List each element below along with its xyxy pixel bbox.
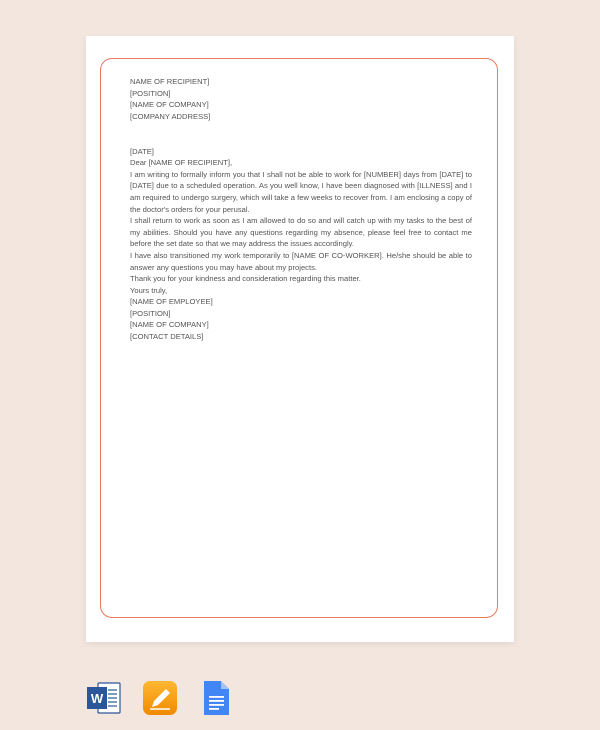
paragraph-1: I am writing to formally inform you that I shall not be able to work for [NUMBER] days from [DATE] to [DATE] due to a scheduled operation. As you well know, I have been diagnosed with [ILLNESS] and I am required to undergo surgery, which will take a few weeks to recover from. I am enclosing a copy of the doctor's orders for your perusal. xyxy=(130,169,472,214)
sender-company: [NAME OF COMPANY] xyxy=(130,320,209,330)
sender-contact: [CONTACT DETAILS] xyxy=(130,332,204,342)
salutation: Dear [NAME OF RECIPIENT], xyxy=(130,158,233,168)
recipient-address: [COMPANY ADDRESS] xyxy=(130,111,211,121)
letter-body xyxy=(130,76,472,343)
format-icons xyxy=(86,680,234,716)
recipient-company: [NAME OF COMPANY] xyxy=(130,100,209,110)
paragraph-4: Thank you for your kindness and consideration regarding this matter. xyxy=(130,274,361,284)
paragraph-2: I shall return to work as soon as I am allowed to do so and will catch up with my tasks to the best of my abilities. Should you have any questions regarding my absence, please feel free to contact me before the set date so that we may address the issues accordingly. xyxy=(130,216,472,249)
google-docs-icon[interactable] xyxy=(198,680,234,716)
recipient-position: [POSITION] xyxy=(130,88,171,98)
word-icon[interactable] xyxy=(86,680,122,716)
sender-block xyxy=(130,296,472,342)
sender-position: [POSITION] xyxy=(130,308,171,318)
paragraph-3: I have also transitioned my work temporarily to [NAME OF CO-WORKER]. He/she should be able to answer any questions you may have about my projects. xyxy=(130,250,472,272)
recipient-block xyxy=(130,76,472,122)
letter-page xyxy=(86,36,514,642)
recipient-name: NAME OF RECIPIENT] xyxy=(130,77,210,86)
pages-icon[interactable] xyxy=(142,680,178,716)
sender-name: [NAME OF EMPLOYEE] xyxy=(130,297,213,307)
letter-date: [DATE] xyxy=(130,146,154,156)
closing: Yours truly, xyxy=(130,285,168,295)
svg-text:W: W xyxy=(90,691,104,706)
